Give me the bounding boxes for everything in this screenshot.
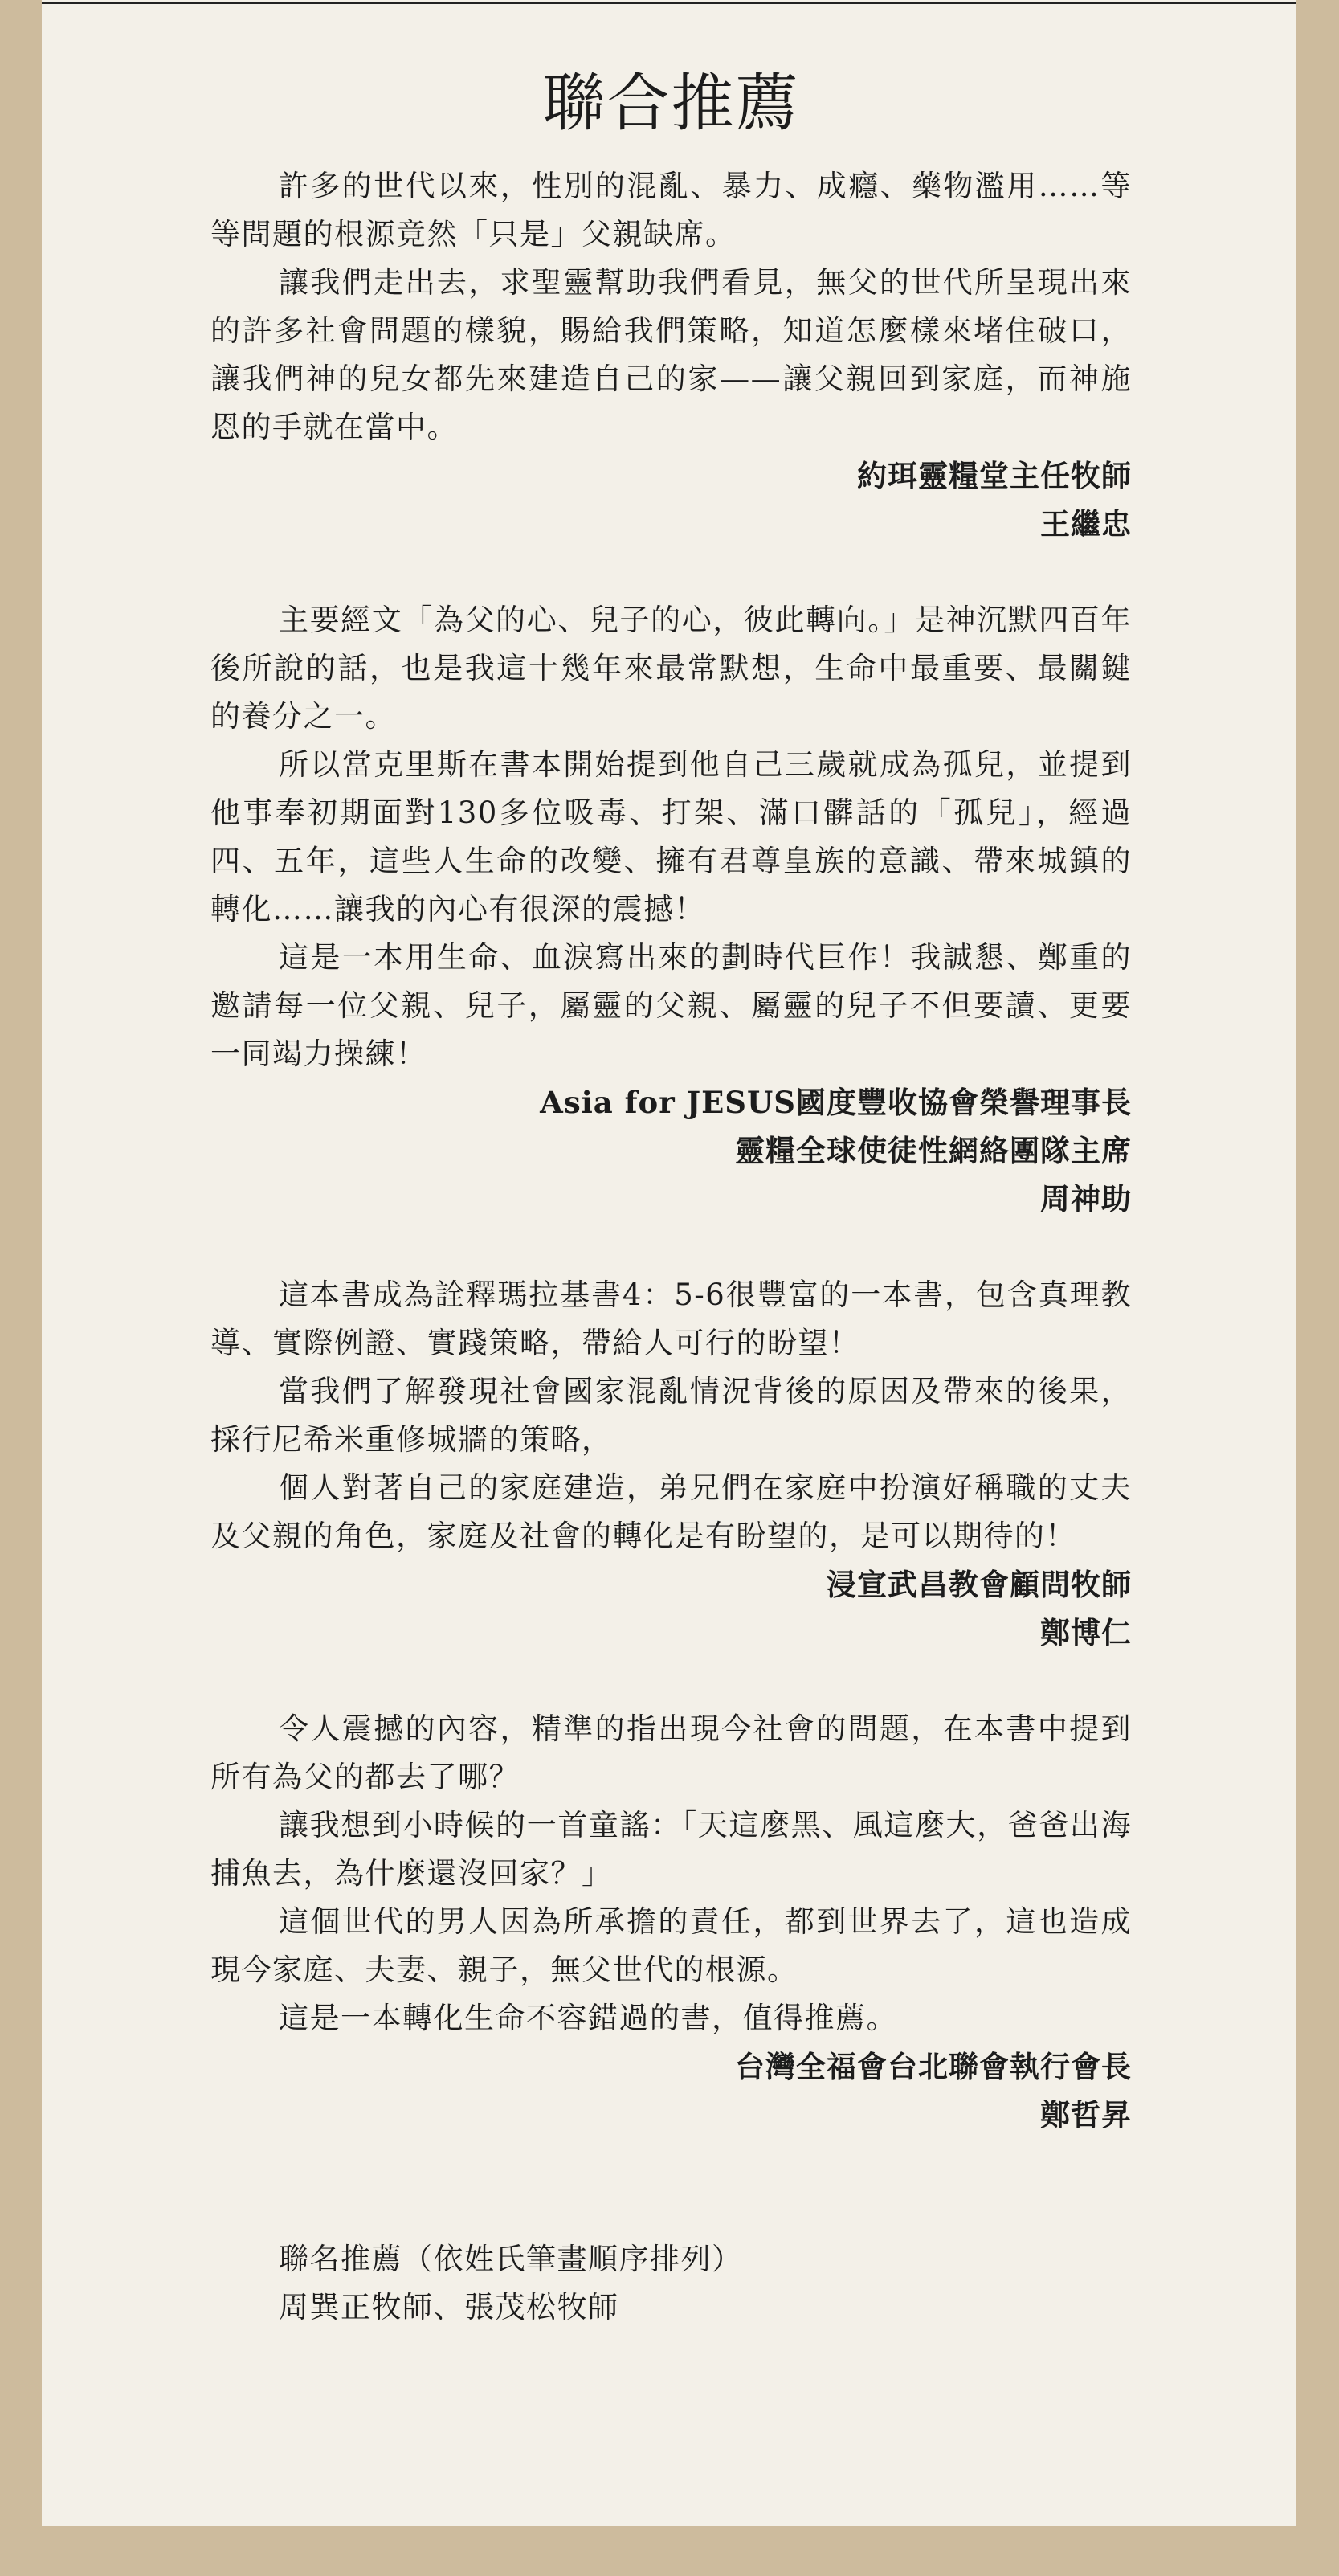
signature-title: 靈糧全球使徒性網絡團隊主席 <box>735 1133 1132 1168</box>
section-gap <box>210 1657 1132 1705</box>
content <box>210 64 1132 2332</box>
endorsement-3 <box>210 1271 1132 1657</box>
signature-name: 鄭哲昇 <box>1040 2097 1132 2132</box>
section-gap <box>210 1223 1132 1271</box>
paragraph: 這是一本用生命、血淚寫出來的劃時代巨作！我誠懇、鄭重的邀請每一位父親、兒子，屬靈的父親、屬靈的兒子不但要讀、更要一同竭力操練！ <box>210 940 1132 1071</box>
top-rule <box>42 2 1296 4</box>
paragraph: 許多的世代以來，性別的混亂、暴力、成癮、藥物濫用……等等問題的根源竟然「只是」父親缺席。 <box>210 169 1132 251</box>
signature-name: 王繼忠 <box>1040 506 1132 542</box>
signature-name: 鄭博仁 <box>1040 1615 1132 1650</box>
paragraph: 令人震撼的內容，精準的指出現今社會的問題，在本書中提到所有為父的都去了哪？ <box>210 1711 1132 1794</box>
endorsement-1 <box>210 162 1132 548</box>
paragraph: 個人對著自己的家庭建造，弟兄們在家庭中扮演好稱職的丈夫及父親的角色，家庭及社會的轉化是有盼望的，是可以期待的！ <box>210 1470 1132 1553</box>
paragraph: 這個世代的男人因為所承擔的責任，都到世界去了，這也造成現今家庭、夫妻、親子，無父世代的根源。 <box>210 1904 1132 1987</box>
signature-title: 台灣全福會台北聯會執行會長 <box>735 2049 1132 2084</box>
signature-title: 浸宣武昌教會顧問牧師 <box>827 1567 1132 1602</box>
paragraph: 當我們了解發現社會國家混亂情況背後的原因及帶來的後果，採行尼希米重修城牆的策略， <box>210 1374 1132 1457</box>
signature-title: 約珥靈糧堂主任牧師 <box>857 458 1132 493</box>
joint-names: 周巽正牧師、張茂松牧師 <box>279 2290 619 2325</box>
page-sheet <box>42 0 1296 2526</box>
paragraph: 這是一本轉化生命不容錯過的書，值得推薦。 <box>279 2001 897 2035</box>
section-gap <box>210 548 1132 596</box>
signature-name: 周神助 <box>1040 1181 1132 1216</box>
page-title: 聯合推薦 <box>542 67 800 140</box>
joint-endorsement <box>210 2235 1132 2332</box>
paragraph: 主要經文「為父的心、兒子的心，彼此轉向。」是神沉默四百年後所說的話，也是我這十幾年來最常默想，生命中最重要、最關鍵的養分之一。 <box>210 603 1132 734</box>
signature-title: Asia for JESUS國度豐收協會榮譽理事長 <box>540 1085 1132 1120</box>
paragraph: 所以當克里斯在書本開始提到他自己三歲就成為孤兒，並提到他事奉初期面對130多位吸毒、打架、滿口髒話的「孤兒」，經過四、五年，這些人生命的改變、擁有君尊皇族的意識、帶來城鎮的轉化……讓我的內心有很深的震撼！ <box>210 747 1132 926</box>
paragraph: 讓我們走出去，求聖靈幫助我們看見，無父的世代所呈現出來的許多社會問題的樣貌，賜給我們策略，知道怎麼樣來堵住破口，讓我們神的兒女都先來建造自己的家——讓父親回到家庭，而神施恩的手就在當中。 <box>210 265 1132 444</box>
paragraph: 讓我想到小時候的一首童謠：「天這麼黑、風這麼大，爸爸出海捕魚去，為什麼還沒回家？」 <box>210 1808 1132 1891</box>
joint-heading: 聯名推薦（依姓氏筆畫順序排列） <box>279 2242 743 2276</box>
paragraph: 這本書成為詮釋瑪拉基書4：5-6很豐富的一本書，包含真理教導、實際例證、實踐策略，帶給人可行的盼望！ <box>210 1278 1132 1360</box>
section-gap <box>210 2139 1132 2235</box>
endorsement-2 <box>210 596 1132 1223</box>
endorsement-4 <box>210 1705 1132 2139</box>
